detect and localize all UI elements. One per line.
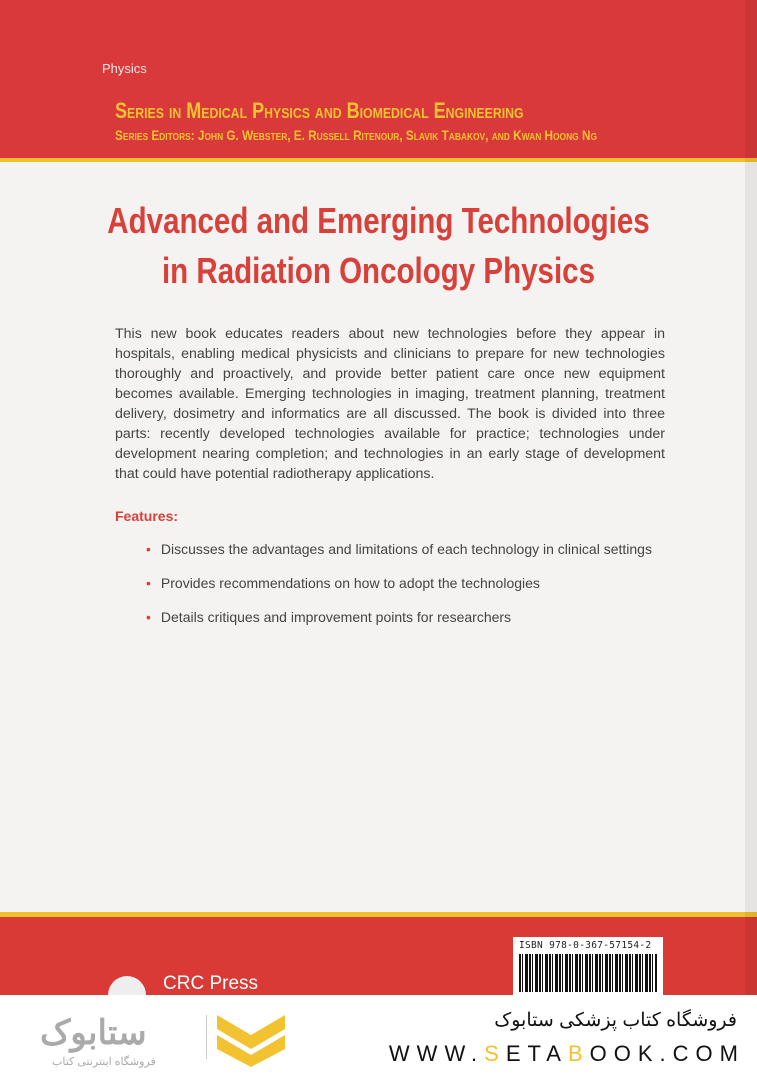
url-part: OOK.COM xyxy=(589,1041,745,1066)
url-part: ETA xyxy=(505,1041,568,1066)
feature-item: • Discusses the advantages and limitations of each technology in clinical settings xyxy=(146,541,652,557)
feature-item: • Details critiques and improvement points for researchers xyxy=(146,609,512,625)
book-title-line2: in Radiation Oncology Physics xyxy=(161,250,596,291)
feature-text: Provides recommendations on how to adopt the technologies xyxy=(160,575,540,591)
store-url[interactable] xyxy=(389,1041,745,1067)
subject-label: Physics xyxy=(102,61,147,76)
barcode-bars xyxy=(519,954,657,992)
series-editors: Series Editors: John G. Webster, E. Russell Ritenour, Slavik Tabakov, and Kwan Hoong Ng xyxy=(115,127,597,143)
series-title: Series in Medical Physics and Biomedical Engineering xyxy=(115,98,524,123)
feature-text: Details critiques and improvement points for researchers xyxy=(160,609,512,625)
feature-item: • Provides recommendations on how to adopt the technologies xyxy=(146,575,540,591)
divider xyxy=(0,158,757,162)
url-part: S xyxy=(484,1041,506,1066)
url-part: B xyxy=(567,1041,590,1066)
store-logo-subtitle: فروشگاه اینترنتی کتاب xyxy=(52,1056,156,1068)
store-logo-text: ستابوک xyxy=(40,1014,147,1052)
store-name: فروشگاه کتاب پزشکی ستابوک xyxy=(494,1010,737,1031)
book-description: This new book educates readers about new technologies before they appear in hospitals, enabling medical physicists and clinicians to prepare for new technologies thoroughly and proactively, and provide better patient care once new equipment becomes available. Emerging technologies in imaging, treatment planning, treatment delivery, dosimetry and informatics are all discussed. The book is divided into three parts: recently developed technologies available for practice; technologies under development nearing completion; and technologies in an early stage of development that could have potential radiotherapy applications. xyxy=(115,326,665,482)
publisher-name: CRC Press xyxy=(163,973,259,994)
barcode xyxy=(513,937,663,995)
book-title-line1: Advanced and Emerging Technologies xyxy=(107,200,650,241)
chevron-logo-icon xyxy=(215,1011,287,1067)
spine-shadow xyxy=(745,0,757,995)
watermark-footer xyxy=(0,995,757,1080)
feature-text: Discusses the advantages and limitations of each technology in clinical settings xyxy=(160,541,652,557)
features-heading: Features: xyxy=(115,508,179,524)
url-part: WWW. xyxy=(388,1041,485,1066)
divider xyxy=(206,1015,207,1059)
header-band xyxy=(0,0,757,158)
isbn-text: ISBN 978-0-367-57154-2 xyxy=(519,940,652,951)
